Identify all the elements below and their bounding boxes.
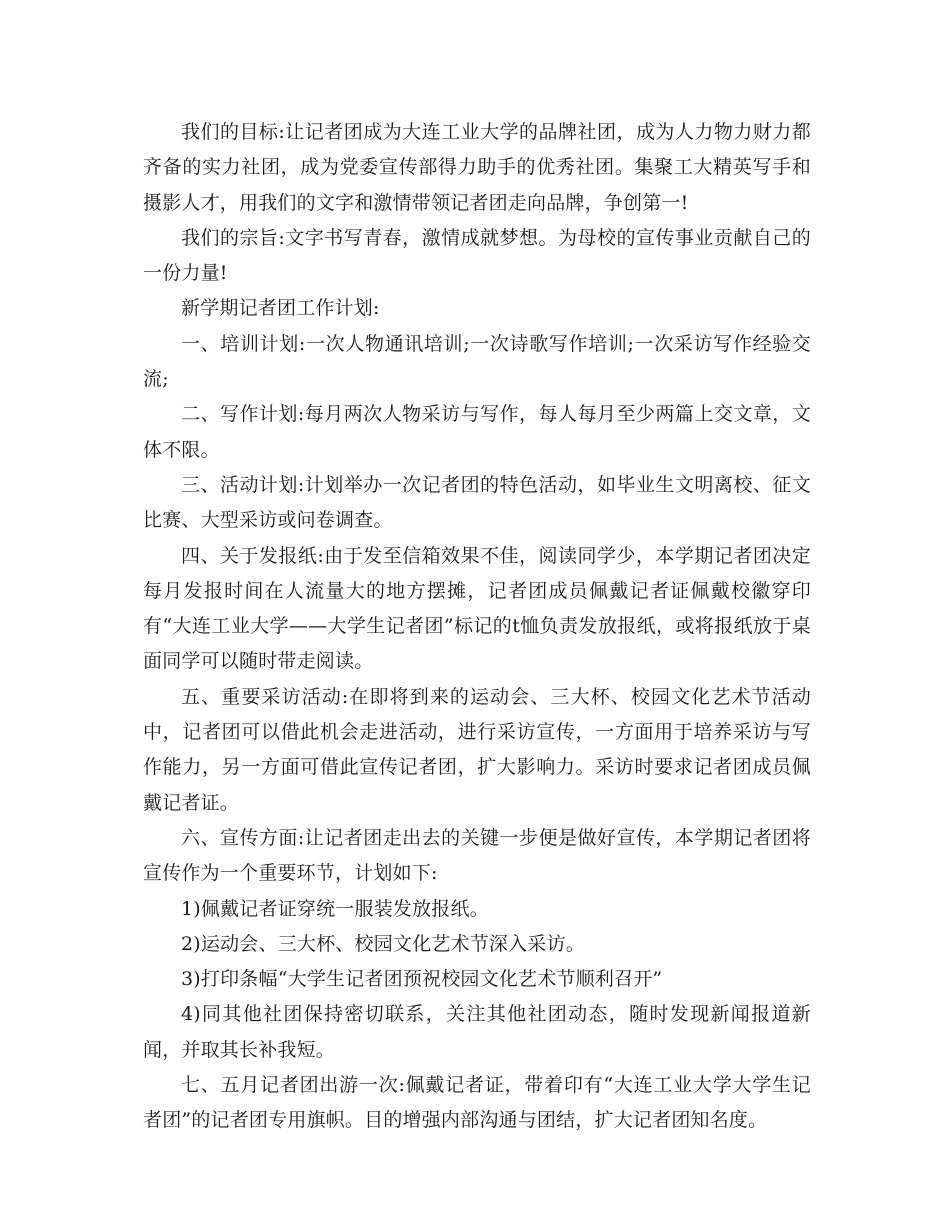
paragraph-publicity: 六、宣传方面:让记者团走出去的关键一步便是做好宣传，本学期记者团将宣传作为一个重要环节，计划如下: <box>143 826 811 885</box>
paragraph-training-plan: 一、培训计划:一次人物通讯培训;一次诗歌写作培训;一次采访写作经验交流; <box>143 332 811 391</box>
paragraph-goal: 我们的目标:让记者团成为大连工业大学的品牌社团，成为人力物力财力都齐备的实力社团，成为党委宣传部得力助手的优秀社团。集聚工大精英写手和摄影人才，用我们的文字和激情带领记者团走向品牌，争创第一! <box>143 121 811 214</box>
list-item-1: 1)佩戴记者证穿统一服装发放报纸。 <box>181 897 489 920</box>
paragraph-interviews: 五、重要采访活动:在即将到来的运动会、三大杯、校园文化艺术节活动中，记者团可以借此机会走进活动，进行采访宣传，一方面用于培养采访与写作能力，另一方面可借此宣传记者团，扩大影响力。采访时要求记者团成员佩戴记者证。 <box>143 685 811 814</box>
paragraph-purpose: 我们的宗旨:文字书写青春，激情成就梦想。为母校的宣传事业贡献自己的一份力量! <box>143 226 811 285</box>
list-item-3: 3)打印条幅“大学生记者团预祝校园文化艺术节顺利召开” <box>181 968 663 991</box>
list-item-4: 4)同其他社团保持密切联系，关注其他社团动态，随时发现新闻报道新闻，并取其长补我短。 <box>143 1003 811 1061</box>
document-body <box>143 115 811 1139</box>
paragraph-newspaper: 四、关于发报纸:由于发至信箱效果不佳，阅读同学少，本学期记者团决定每月发报时间在人流量大的地方摆摊，记者团成员佩戴记者证佩戴校徽穿印有“大连工业大学——大学生记者团”标记的t恤负责发放报纸，或将报纸放于桌面同学可以随时带走阅读。 <box>143 544 811 673</box>
paragraph-outing: 七、五月记者团出游一次:佩戴记者证，带着印有“大连工业大学大学生记者团”的记者团专用旗帜。目的增强内部沟通与团结，扩大记者团知名度。 <box>143 1074 811 1132</box>
list-item-2: 2)运动会、三大杯、校园文化艺术节深入采访。 <box>181 932 585 955</box>
paragraph-plan-heading: 新学期记者团工作计划: <box>181 297 380 320</box>
paragraph-writing-plan: 二、写作计划:每月两次人物采访与写作，每人每月至少两篇上交文章，文体不限。 <box>143 403 811 461</box>
paragraph-activity-plan: 三、活动计划:计划举办一次记者团的特色活动，如毕业生文明离校、征文比赛、大型采访或问卷调查。 <box>143 473 811 532</box>
